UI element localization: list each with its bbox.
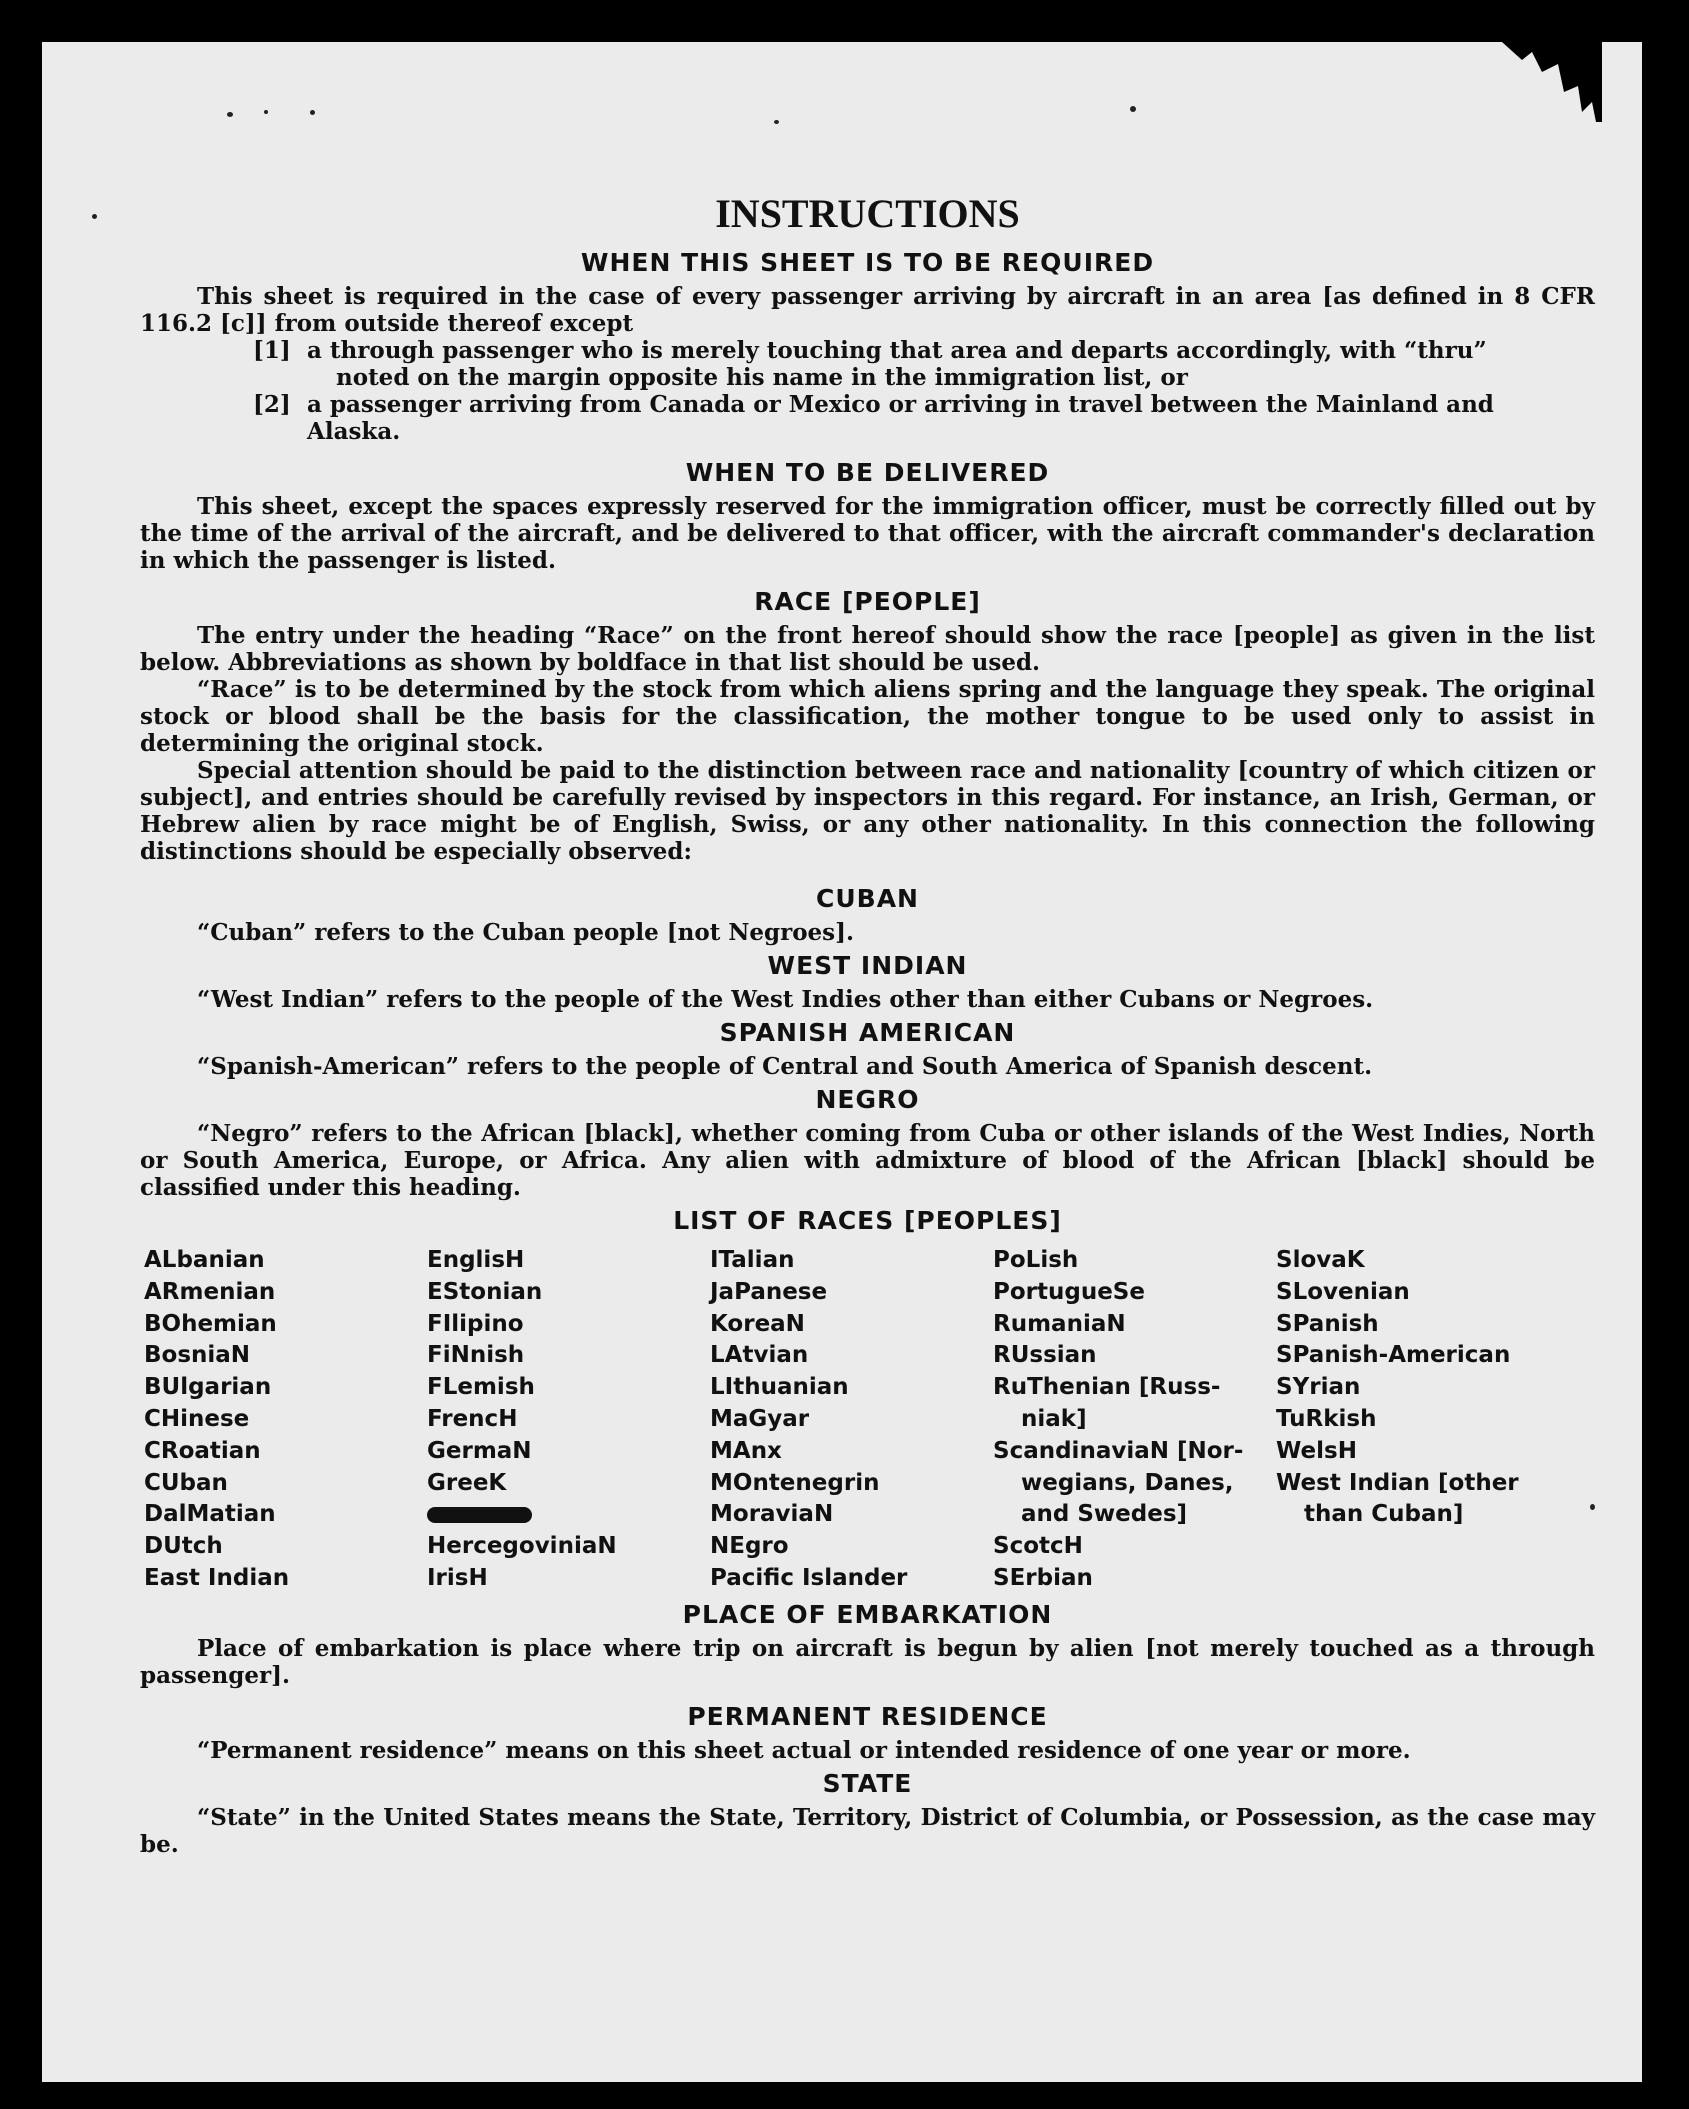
document-page (42, 42, 1642, 2082)
race-entry: MaGyar (710, 1405, 810, 1432)
race-entry-continued: wegians, Danes, (1021, 1469, 1234, 1496)
race-entry: FiNnish (427, 1342, 525, 1369)
heading-permanent-residence: PERMANENT RESIDENCE (687, 1701, 1048, 1731)
race-entry-continued: than Cuban] (1304, 1501, 1464, 1528)
race-entry: SErbian (993, 1564, 1093, 1591)
race-entry: RUssian (993, 1342, 1097, 1369)
race-entry: LAtvian (710, 1342, 809, 1369)
race-entry: RuThenian [Russ- (993, 1374, 1221, 1401)
race-entry: MoraviaN (710, 1501, 834, 1528)
exception-list (253, 337, 1595, 445)
negro-text: “Negro” refers to the African [black], whether coming from Cuba or other islands of the West Indies, North or South America, Europe, or Africa. Any alien with admixture of blood of the African [black] should be classified under this heading. (140, 1120, 1595, 1201)
race-entry: FIlipino (427, 1310, 524, 1337)
race-entry: ITalian (710, 1247, 795, 1273)
race-entry: West Indian [other (1276, 1469, 1519, 1496)
race-entry: CHinese (144, 1405, 250, 1432)
race-entry: BOhemian (144, 1310, 277, 1337)
race-entry: NEgro (710, 1533, 789, 1560)
page-title: INSTRUCTIONS (715, 191, 1020, 236)
exception-item (253, 337, 1595, 391)
races-list (144, 1245, 1595, 1595)
state-text: “State” in the United States means the State, Territory, District of Columbia, or Possession, as the case may be. (140, 1803, 1595, 1858)
heading-state: STATE (822, 1768, 913, 1798)
race-entry: Pacific Islander (710, 1564, 908, 1591)
redaction-mark (427, 1507, 532, 1523)
exception-text-continued: Alaska. (307, 418, 401, 445)
race-paragraph-2: “Race” is to be determined by the stock from which aliens spring and the language they speak. The original stock or blood shall be the basis for the classification, the mother tongue to be used only to assist in determining the original stock. (140, 676, 1595, 757)
race-entry: GreeK (427, 1469, 507, 1496)
race-entry: MOntenegrin (710, 1469, 880, 1496)
races-column (144, 1245, 427, 1595)
race-entry-continued: and Swedes] (1021, 1501, 1188, 1528)
cuban-text: “Cuban” refers to the Cuban people [not Negroes]. (197, 919, 855, 946)
race-entry: CUban (144, 1469, 228, 1496)
instructions-content (140, 190, 1595, 1858)
race-entry: East Indian (144, 1564, 290, 1591)
race-paragraph-1: The entry under the heading “Race” on the front hereof should show the race [people] as given in the list below. Abbreviations as shown by boldface in that list should be used. (140, 622, 1595, 676)
race-entry: BosniaN (144, 1342, 251, 1369)
when-required-text: This sheet is required in the case of every passenger arriving by aircraft in an area [as defined in 8 CFR 116.2 [c]] from outside thereof except (140, 283, 1595, 337)
redacted-entry (427, 1499, 710, 1531)
race-entry: SPanish-American (1276, 1342, 1511, 1369)
embarkation-text: Place of embarkation is place where trip on aircraft is begun by alien [not merely touched as a through passenger]. (140, 1634, 1595, 1689)
when-delivered-text: This sheet, except the spaces expressly reserved for the immigration officer, must be correctly filled out by the time of the arrival of the aircraft, and be delivered to that officer, with the aircraft commander's declaration in which the passenger is listed. (140, 493, 1595, 574)
heading-west-indian: WEST INDIAN (767, 951, 968, 980)
race-entry: JaPanese (710, 1278, 828, 1305)
race-entry: DalMatian (144, 1501, 276, 1528)
race-entry: FLemish (427, 1374, 535, 1401)
heading-spanish-american: SPANISH AMERICAN (719, 1018, 1016, 1047)
race-entry: IrisH (427, 1564, 488, 1591)
race-entry: CRoatian (144, 1437, 261, 1464)
spanish-american-text: “Spanish-American” refers to the people of Central and South America of Spanish descent. (197, 1053, 1373, 1080)
race-entry: EStonian (427, 1278, 543, 1305)
race-entry: SYrian (1276, 1374, 1361, 1401)
race-entry: ScotcH (993, 1533, 1083, 1560)
race-entry: SlovaK (1276, 1247, 1365, 1273)
race-entry: EnglisH (427, 1247, 525, 1273)
heading-negro: NEGRO (815, 1085, 920, 1114)
races-column (993, 1245, 1276, 1595)
heading-embarkation: PLACE OF EMBARKATION (682, 1599, 1053, 1629)
race-entry: TuRkish (1276, 1405, 1377, 1432)
permanent-residence-text: “Permanent residence” means on this sheet actual or intended residence of one year or more. (197, 1736, 1411, 1764)
west-indian-text: “West Indian” refers to the people of the West Indies other than either Cubans or Negroes. (197, 986, 1374, 1013)
exception-item (253, 391, 1595, 445)
race-entry: ARmenian (144, 1278, 276, 1305)
exception-text: a through passenger who is merely touching that area and departs accordingly, with “thru” (307, 337, 1487, 364)
race-entry: WelsH (1276, 1437, 1357, 1464)
race-entry: GermaN (427, 1437, 532, 1464)
race-entry: ALbanian (144, 1247, 265, 1273)
heading-list-of-races: LIST OF RACES [PEOPLES] (673, 1206, 1062, 1235)
race-entry: SLovenian (1276, 1278, 1410, 1305)
races-column (1276, 1245, 1559, 1595)
race-entry: LIthuanian (710, 1374, 849, 1401)
heading-when-delivered: WHEN TO BE DELIVERED (685, 458, 1050, 487)
race-entry: ScandinaviaN [Nor- (993, 1437, 1244, 1464)
heading-cuban: CUBAN (816, 884, 919, 913)
exception-number: [2] (253, 391, 291, 418)
races-column (427, 1245, 710, 1595)
torn-corner-mark (1382, 42, 1602, 122)
race-entry: HercegoviniaN (427, 1533, 617, 1560)
race-entry: FrencH (427, 1405, 518, 1432)
exception-text-continued: noted on the margin opposite his name in the immigration list, or (336, 364, 1188, 391)
race-entry: KoreaN (710, 1310, 805, 1337)
race-paragraph-3: Special attention should be paid to the distinction between race and nationality [country of which citizen or subject], and entries should be carefully revised by inspectors in this regard. For instance, an Irish, German, or Hebrew alien by race might be of English, Swiss, or any other nationality. In this connection the following distinctions should be especially observed: (140, 757, 1595, 865)
exception-text: a passenger arriving from Canada or Mexico or arriving in travel between the Mainland and (307, 391, 1494, 418)
race-entry: BUlgarian (144, 1374, 272, 1401)
race-entry: DUtch (144, 1533, 223, 1560)
race-entry: PortugueSe (993, 1278, 1145, 1305)
exception-number: [1] (253, 337, 291, 364)
race-entry: MAnx (710, 1437, 782, 1464)
heading-race: RACE [PEOPLE] (754, 587, 981, 616)
race-entry-continued: niak] (1021, 1405, 1087, 1432)
race-entry: RumaniaN (993, 1310, 1126, 1337)
race-entry: SPanish (1276, 1310, 1379, 1337)
races-column (710, 1245, 993, 1595)
race-entry: PoLish (993, 1247, 1079, 1273)
heading-when-required: WHEN THIS SHEET IS TO BE REQUIRED (580, 248, 1155, 277)
